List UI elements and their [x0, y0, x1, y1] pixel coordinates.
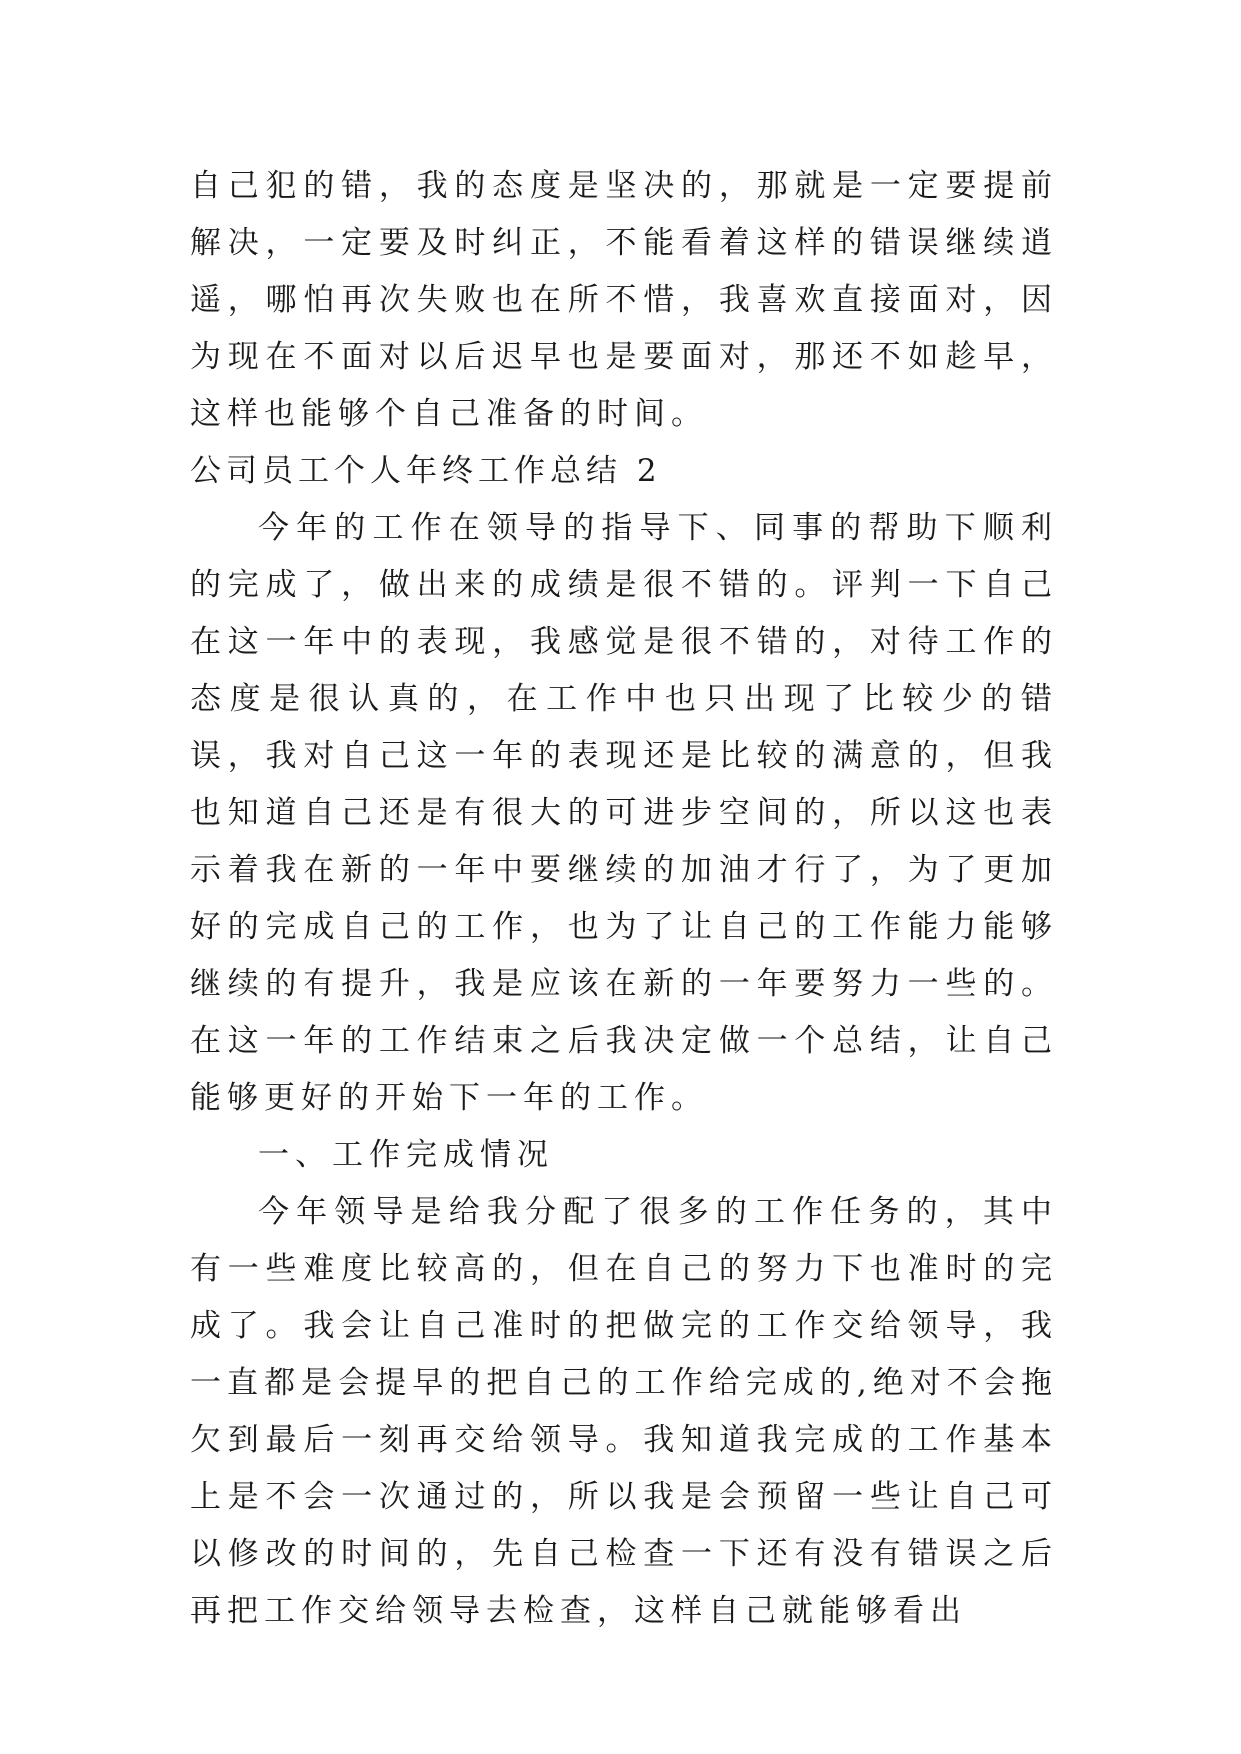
section-title: 公司员工个人年终工作总结 2	[190, 453, 662, 489]
body-paragraph-work: 今年领导是给我分配了很多的工作任务的，其中有一些难度比较高的，但在自己的努力下也准时的完成了。我会让自己准时的把做完的工作交给领导，我一直都是会提早的把自己的工作给完成的,绝对不会拖欠到最后一刻再交给领导。我知道我完成的工作基本上是不会一次通过的，所以我是会预留一些让自己可以修改的时间的，先自己检查一下还有没有错误之后再把工作交给领导去检查，这样自己就能够看出	[190, 1194, 1058, 1629]
subsection-heading: 一、工作完成情况	[258, 1137, 554, 1173]
document-page	[190, 158, 1058, 1640]
body-paragraph-intro: 今年的工作在领导的指导下、同事的帮助下顺利的完成了，做出来的成绩是很不错的。评判一下自己在这一年中的表现，我感觉是很不错的，对待工作的态度是很认真的，在工作中也只出现了比较少的错误，我对自己这一年的表现还是比较的满意的，但我也知道自己还是有很大的可进步空间的，所以这也表示着我在新的一年中要继续的加油才行了，为了更加好的完成自己的工作，也为了让自己的工作能力能够继续的有提升，我是应该在新的一年要努力一些的。在这一年的工作结束之后我决定做一个总结，让自己能够更好的开始下一年的工作。	[190, 510, 1058, 1116]
continuation-paragraph: 自己犯的错，我的态度是坚决的，那就是一定要提前解决，一定要及时纠正，不能看着这样的错误继续逍遥，哪怕再次失败也在所不惜，我喜欢直接面对，因为现在不面对以后迟早也是要面对，那还不如趁早，这样也能够个自己准备的时间。	[190, 168, 1058, 432]
